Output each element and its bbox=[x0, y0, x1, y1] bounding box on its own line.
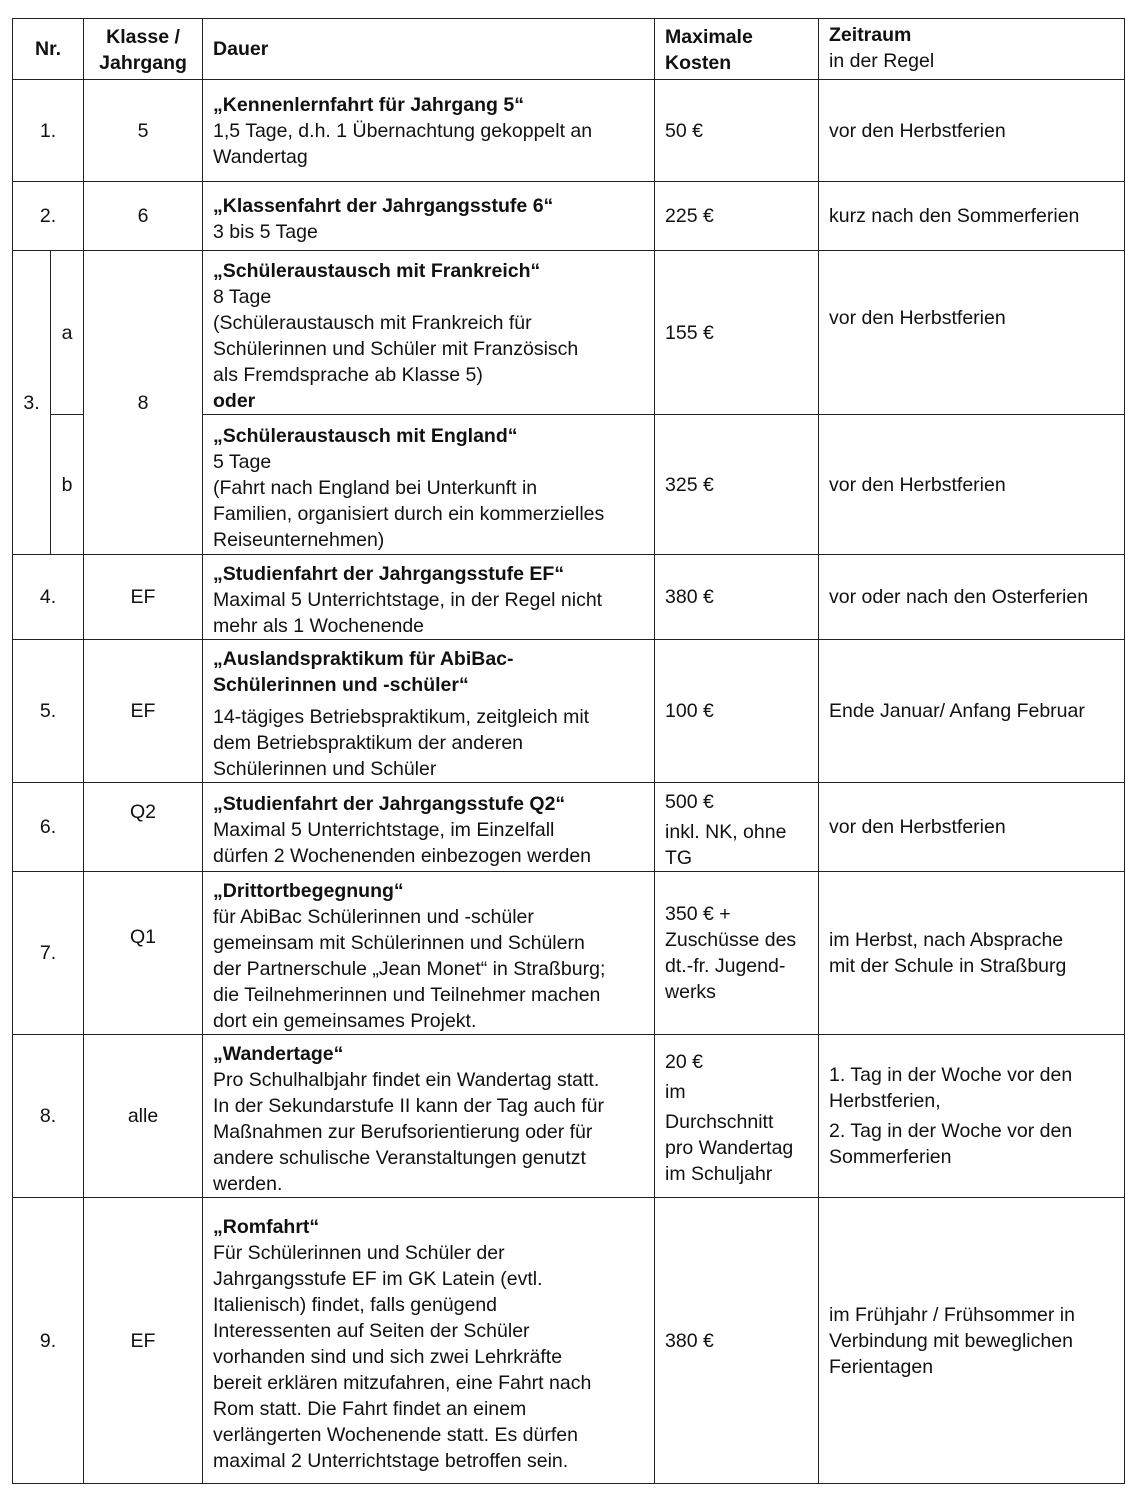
row-period: Ende Januar/ Anfang Februar bbox=[819, 640, 1125, 783]
trip-title: „Wandertage“ bbox=[213, 1043, 344, 1065]
row-cost: 350 € + Zuschüsse des dt.-fr. Jugend- werks bbox=[655, 872, 819, 1035]
table-row bbox=[13, 640, 1125, 783]
row-description: „Romfahrt“ Für Schülerinnen und Schüler der Jahrgangsstufe EF im GK Latein (evtl. Italienisch) findet, falls genügend Interessenten auf Seiten der Schüler vorhanden sind und sich zwei Lehrkräfte bereit erklären mitzufahren, eine Fahrt nach Rom statt. Die Fahrt findet an einem verlängerten Wochenende statt. Es dürfen maximal 2 Unterrichtstage betroffen sein. bbox=[203, 1198, 655, 1484]
header-row bbox=[13, 19, 1125, 80]
row-class: 5 bbox=[84, 80, 203, 182]
row-cost: 155 € bbox=[655, 251, 819, 415]
trip-title: „Schüleraustausch mit England“ bbox=[213, 424, 518, 447]
row-sub-label: b bbox=[51, 415, 84, 555]
trip-title: „Studienfahrt der Jahrgangsstufe EF“ bbox=[213, 563, 565, 585]
table-row bbox=[13, 182, 1125, 251]
row-cost: 380 € bbox=[655, 1198, 819, 1484]
row-period: kurz nach den Sommerferien bbox=[819, 182, 1125, 251]
row-cost: 325 € bbox=[655, 415, 819, 555]
row-number: 4. bbox=[13, 555, 84, 640]
header-kosten: Maximale Kosten bbox=[655, 19, 819, 80]
row-cost: 380 € bbox=[655, 555, 819, 640]
table-row bbox=[13, 1035, 1125, 1198]
row-cost: 100 € bbox=[655, 640, 819, 783]
header-dauer: Dauer bbox=[203, 19, 655, 80]
row-description: „Drittortbegegnung“ für AbiBac Schülerinnen und -schüler gemeinsam mit Schülerinnen und Schülern der Partnerschule „Jean Monet“ in Straßburg; die Teilnehmerinnen und Teilnehmer machen dort ein gemeinsames Projekt. bbox=[203, 872, 655, 1035]
row-period: vor den Herbstferien bbox=[819, 251, 1125, 415]
header-klasse: Klasse / Jahrgang bbox=[84, 19, 203, 80]
row-period: vor den Herbstferien bbox=[819, 80, 1125, 182]
row-class: 6 bbox=[84, 182, 203, 251]
row-class: EF bbox=[84, 1198, 203, 1484]
table-row bbox=[13, 783, 1125, 872]
row-number: 2. bbox=[13, 182, 84, 251]
trips-table bbox=[12, 18, 1125, 1484]
row-description: „Auslandspraktikum für AbiBac- Schülerinnen und -schüler“ 14-tägiges Betriebspraktikum, zeitgleich mit dem Betriebspraktikum der anderen Schülerinnen und Schüler bbox=[203, 640, 655, 783]
row-period: im Frühjahr / Frühsommer in Verbindung mit beweglichen Ferientagen bbox=[819, 1198, 1125, 1484]
row-number: 1. bbox=[13, 80, 84, 182]
trip-title: „Klassenfahrt der Jahrgangsstufe 6“ bbox=[213, 195, 554, 217]
trip-title: „Auslandspraktikum für AbiBac- bbox=[213, 648, 514, 670]
row-number: 3. bbox=[13, 251, 51, 555]
table-row bbox=[13, 872, 1125, 1035]
row-period: im Herbst, nach Absprache mit der Schule in Straßburg bbox=[819, 872, 1125, 1035]
trip-title: „Schüleraustausch mit Frankreich“ bbox=[213, 260, 541, 282]
row-class: EF bbox=[84, 640, 203, 783]
row-cost: 50 € bbox=[655, 80, 819, 182]
row-period: vor den Herbstferien bbox=[819, 783, 1125, 872]
header-nr: Nr. bbox=[13, 19, 84, 80]
row-description: „Studienfahrt der Jahrgangsstufe EF“ Maximal 5 Unterrichtstage, in der Regel nicht mehr als 1 Wochenende bbox=[203, 555, 655, 640]
row-number: 8. bbox=[13, 1035, 84, 1198]
row-description: „Kennenlernfahrt für Jahrgang 5“ 1,5 Tage, d.h. 1 Übernachtung gekoppelt an Wandertag bbox=[203, 80, 655, 182]
row-description: „Wandertage“ Pro Schulhalbjahr findet ein Wandertag statt. In der Sekundarstufe II kann der Tag auch für Maßnahmen zur Berufsorientierung oder für andere schulische Veranstaltungen genutzt werden. bbox=[203, 1035, 655, 1198]
row-class: EF bbox=[84, 555, 203, 640]
row-number: 9. bbox=[13, 1198, 84, 1484]
table-row bbox=[13, 80, 1125, 182]
row-period: 1. Tag in der Woche vor den Herbstferien, 2. Tag in der Woche vor den Sommerferien bbox=[819, 1035, 1125, 1198]
trip-title: „Studienfahrt der Jahrgangsstufe Q2“ bbox=[213, 793, 566, 815]
row-period: vor oder nach den Osterferien bbox=[819, 555, 1125, 640]
or-label: oder bbox=[213, 390, 256, 412]
trip-title: Schülerinnen und -schüler“ bbox=[213, 674, 469, 696]
trip-title: „Romfahrt“ bbox=[213, 1215, 320, 1238]
row-number: 6. bbox=[13, 783, 84, 872]
row-class: alle bbox=[84, 1035, 203, 1198]
row-description: „Schüleraustausch mit England“ 5 Tage (Fahrt nach England bei Unterkunft in Familien, organisiert durch ein kommerzielles Reiseunternehmen) bbox=[203, 415, 655, 555]
row-description: „Klassenfahrt der Jahrgangsstufe 6“ 3 bis 5 Tage bbox=[203, 182, 655, 251]
row-cost: 225 € bbox=[655, 182, 819, 251]
header-zeitraum: Zeitraum in der Regel bbox=[819, 19, 1125, 80]
row-class: Q2 bbox=[84, 783, 203, 872]
row-class: 8 bbox=[84, 251, 203, 555]
row-number: 5. bbox=[13, 640, 84, 783]
row-sub-label: a bbox=[51, 251, 84, 415]
table-row bbox=[13, 251, 1125, 415]
row-cost: 500 € inkl. NK, ohne TG bbox=[655, 783, 819, 872]
row-description: „Schüleraustausch mit Frankreich“ 8 Tage (Schüleraustausch mit Frankreich für Schülerinnen und Schüler mit Französisch als Fremdsprache ab Klasse 5) oder bbox=[203, 251, 655, 415]
trip-title: „Drittortbegegnung“ bbox=[213, 880, 404, 902]
table-row bbox=[13, 1198, 1125, 1484]
row-cost: 20 € im Durchschnitt pro Wandertag im Schuljahr bbox=[655, 1035, 819, 1198]
row-period: vor den Herbstferien bbox=[819, 415, 1125, 555]
table-row bbox=[13, 555, 1125, 640]
row-class: Q1 bbox=[84, 872, 203, 1035]
row-number: 7. bbox=[13, 872, 84, 1035]
row-description: „Studienfahrt der Jahrgangsstufe Q2“ Maximal 5 Unterrichtstage, im Einzelfall dürfen 2 Wochenenden einbezogen werden bbox=[203, 783, 655, 872]
trip-title: „Kennenlernfahrt für Jahrgang 5“ bbox=[213, 93, 524, 116]
